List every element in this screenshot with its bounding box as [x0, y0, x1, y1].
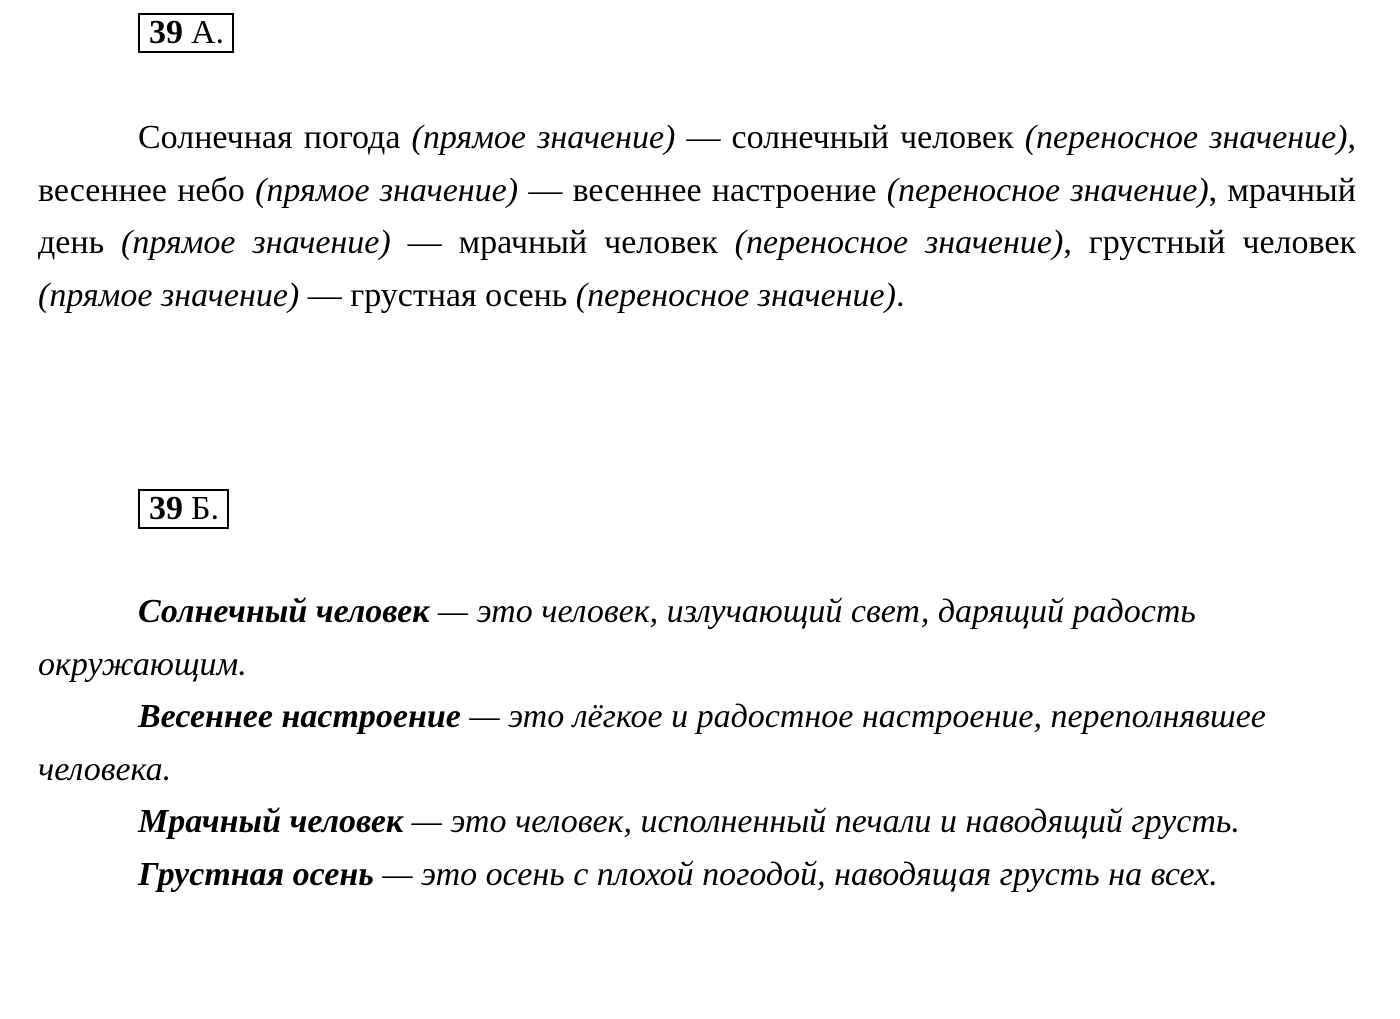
definition-text: — это лёгкое и радостное настроение, переполнявшее человека.	[38, 698, 1266, 788]
text-run-italic: (переносное значение)	[886, 171, 1209, 209]
text-run-italic: (переносное значение)	[575, 276, 896, 314]
text-run: — солнечный человек	[675, 119, 1025, 156]
definition-item	[38, 849, 1356, 902]
exercise-b-text	[38, 586, 1356, 901]
text-run-italic: (прямое значение)	[38, 276, 300, 314]
text-run-italic: (прямое значение)	[255, 171, 519, 209]
definition-text: — это человек, исполненный печали и наводящий грусть.	[403, 803, 1240, 840]
text-run-italic: (прямое значение)	[121, 224, 391, 261]
text-run: — грустная осень	[299, 276, 576, 314]
text-run-italic: (прямое значение)	[411, 119, 676, 156]
text-run: , весеннее небо	[38, 119, 1356, 209]
exercise-b-number: 39	[149, 490, 183, 527]
definition-text: — это осень с плохой погодой, наводящая грусть на всех.	[373, 855, 1218, 893]
definition-item	[38, 796, 1356, 849]
definition-term: Солнечный человек	[138, 593, 430, 630]
text-run-italic: (переносное значение)	[734, 224, 1064, 261]
text-run: , мрачный день	[38, 171, 1356, 261]
text-run: — мрачный человек	[390, 224, 735, 261]
definition-item	[38, 586, 1356, 691]
exercise-a-number: 39	[149, 14, 183, 51]
exercise-a-text	[38, 112, 1356, 322]
text-run: , грустный человек	[1063, 224, 1356, 261]
text-run: Солнечная погода	[138, 119, 412, 156]
definition-item	[38, 691, 1356, 796]
exercise-a-paragraph	[38, 112, 1356, 322]
exercise-a-letter: А.	[191, 14, 225, 51]
text-run: .	[895, 276, 905, 314]
definition-term: Грустная осень	[138, 855, 374, 893]
exercise-b-label	[138, 489, 229, 529]
exercise-b-letter: Б.	[191, 490, 220, 527]
text-run: — весеннее настроение	[518, 171, 887, 209]
definition-term: Весеннее настроение	[138, 698, 461, 735]
definition-term: Мрачный человек	[138, 803, 404, 840]
exercise-a-label	[138, 13, 234, 53]
definition-text: — это человек, излучающий свет, дарящий радость окружающим.	[38, 593, 1196, 683]
text-run-italic: (переносное значение)	[1024, 119, 1348, 156]
